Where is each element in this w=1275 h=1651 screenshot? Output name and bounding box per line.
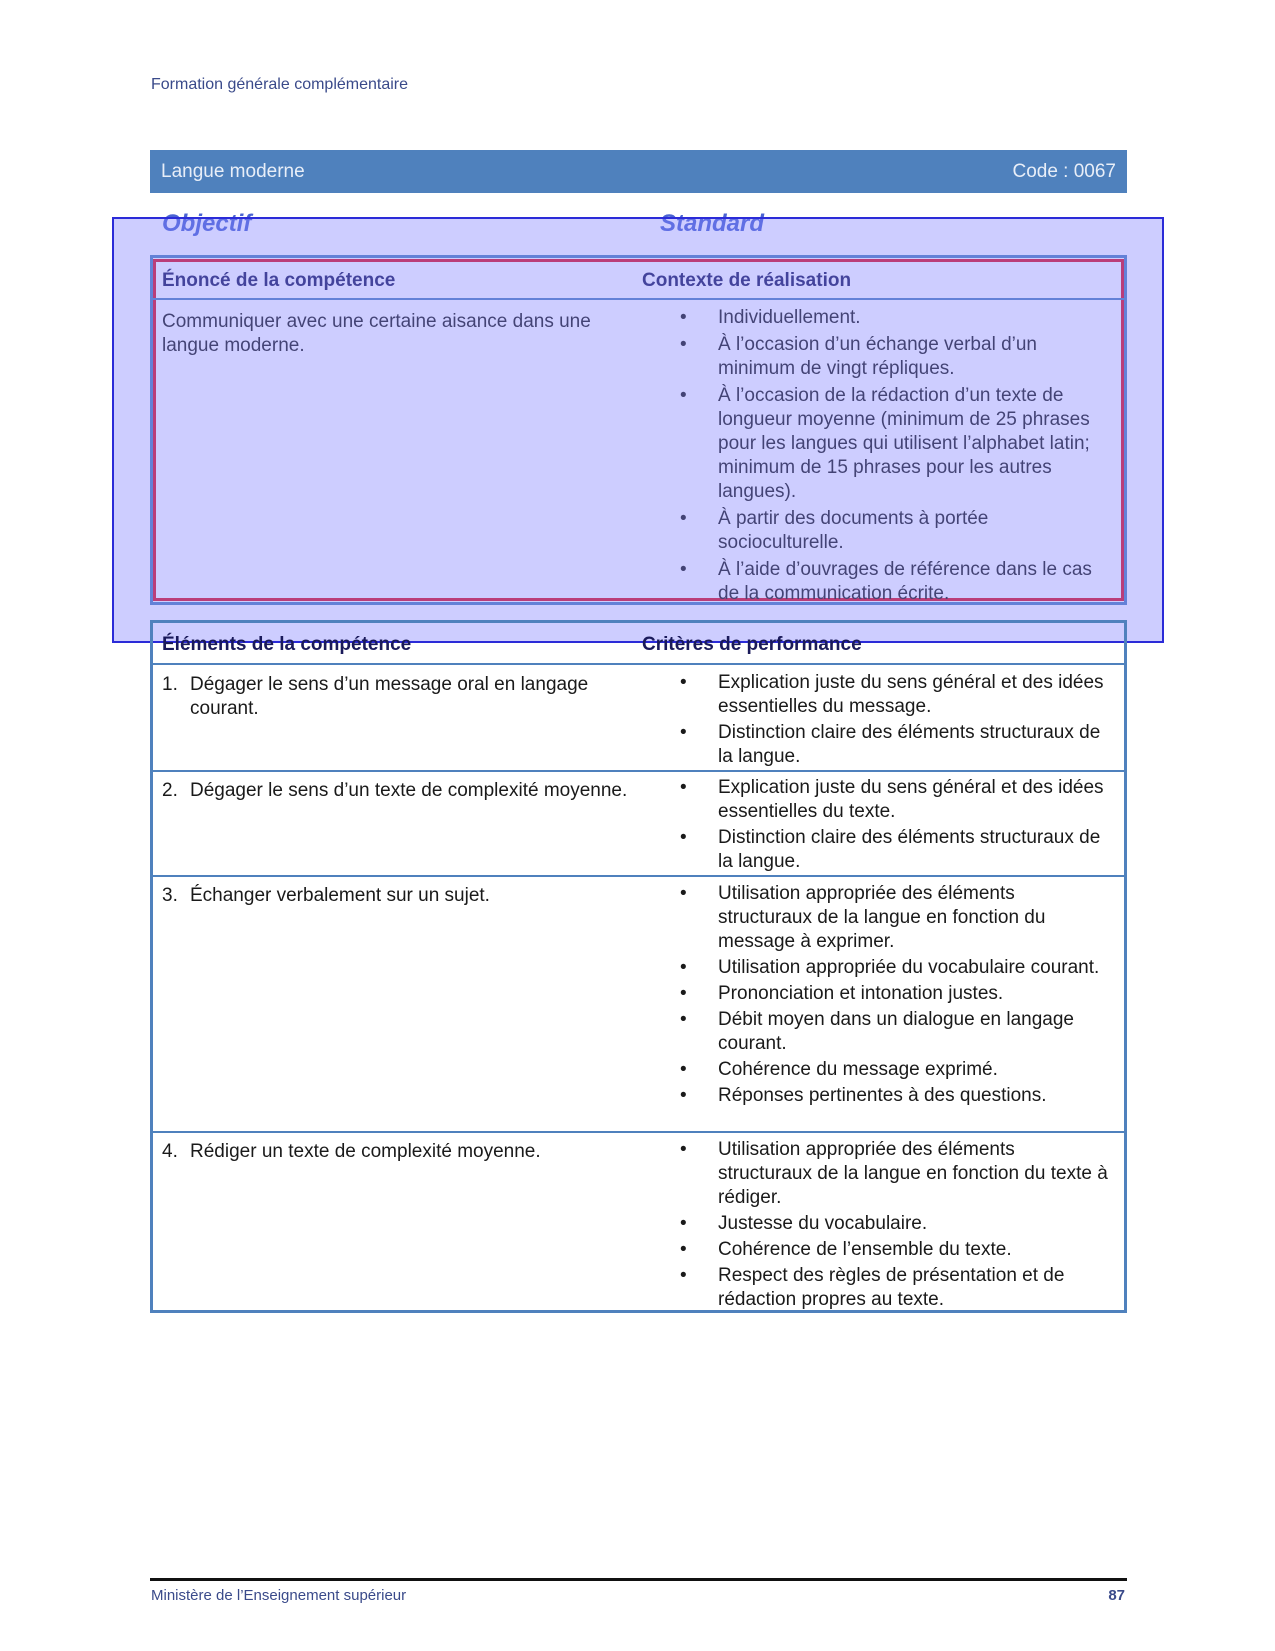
standard-title: Standard	[660, 210, 765, 237]
course-code: Code : 0067	[1012, 161, 1116, 182]
list-item: • Respect des règles de présentation et de rédaction propres au texte.	[680, 1264, 1110, 1312]
list-item: • Prononciation et intonation justes.	[680, 982, 1110, 1006]
list-item: • Cohérence de l’ensemble du texte.	[680, 1238, 1110, 1262]
list-item: • Individuellement.	[680, 306, 1110, 330]
elements-header: Éléments de la compétence	[162, 634, 412, 655]
list-item: • À partir des documents à portée socioculturelle.	[680, 507, 1110, 555]
criteria-list	[680, 776, 1110, 876]
objective-title: Objectif	[162, 210, 252, 237]
table-row	[162, 673, 632, 723]
row-divider	[153, 1131, 1124, 1133]
list-item: • Utilisation appropriée des éléments structuraux de la langue en fonction du message à exprimer.	[680, 882, 1110, 954]
row-divider	[153, 770, 1124, 772]
list-item: • Utilisation appropriée du vocabulaire courant.	[680, 956, 1110, 980]
footer-ministry: Ministère de l’Enseignement supérieur	[151, 1587, 407, 1604]
page-number: 87	[1108, 1587, 1125, 1604]
list-item: • À l’occasion de la rédaction d’un texte de longueur moyenne (minimum de 25 phrases pour les langues qui utilisent l’alphabet latin; minimum de 15 phrases pour les autres langues).	[680, 384, 1110, 504]
element-text: Dégager le sens d’un message oral en langage courant.	[190, 674, 589, 719]
list-item: • Utilisation appropriée des éléments structuraux de la langue en fonction du texte à rédiger.	[680, 1138, 1110, 1210]
list-item: • À l’aide d’ouvrages de référence dans le cas de la communication écrite.	[680, 558, 1110, 606]
criteria-list	[680, 1138, 1110, 1314]
list-item: • À l’occasion d’un échange verbal d’un minimum de vingt répliques.	[680, 333, 1110, 381]
list-item: • Explication juste du sens général et des idées essentielles du message.	[680, 671, 1110, 719]
context-header: Contexte de réalisation	[642, 270, 852, 291]
row-divider	[153, 875, 1124, 877]
competency-statement: Communiquer avec une certaine aisance dans une langue moderne.	[162, 311, 591, 356]
list-item: • Distinction claire des éléments structuraux de la langue.	[680, 721, 1110, 769]
course-title: Langue moderne	[161, 161, 305, 182]
element-number: 4.	[162, 1141, 178, 1162]
header-divider	[153, 663, 1124, 665]
list-item: • Cohérence du message exprimé.	[680, 1058, 1110, 1082]
table-row	[162, 779, 632, 829]
element-text: Rédiger un texte de complexité moyenne.	[190, 1141, 541, 1162]
statement-header: Énoncé de la compétence	[162, 270, 396, 291]
element-text: Dégager le sens d’un texte de complexité moyenne.	[190, 780, 628, 801]
criteria-header: Critères de performance	[642, 634, 862, 655]
element-text: Échanger verbalement sur un sujet.	[190, 885, 490, 906]
list-item: • Réponses pertinentes à des questions.	[680, 1084, 1110, 1108]
table-row	[162, 1140, 632, 1166]
element-number: 3.	[162, 885, 178, 906]
list-item: • Justesse du vocabulaire.	[680, 1212, 1110, 1236]
footer-rule	[150, 1578, 1127, 1581]
list-item: • Débit moyen dans un dialogue en langage courant.	[680, 1008, 1110, 1056]
title-bar	[150, 150, 1127, 193]
criteria-list	[680, 671, 1110, 771]
selection-overlay	[112, 217, 1164, 643]
criteria-list	[680, 882, 1110, 1110]
element-number: 1.	[162, 674, 178, 695]
running-header: Formation générale complémentaire	[151, 76, 409, 93]
list-item: • Explication juste du sens général et des idées essentielles du texte.	[680, 776, 1110, 824]
list-item: • Distinction claire des éléments structuraux de la langue.	[680, 826, 1110, 874]
element-number: 2.	[162, 780, 178, 801]
table-row	[162, 884, 632, 910]
